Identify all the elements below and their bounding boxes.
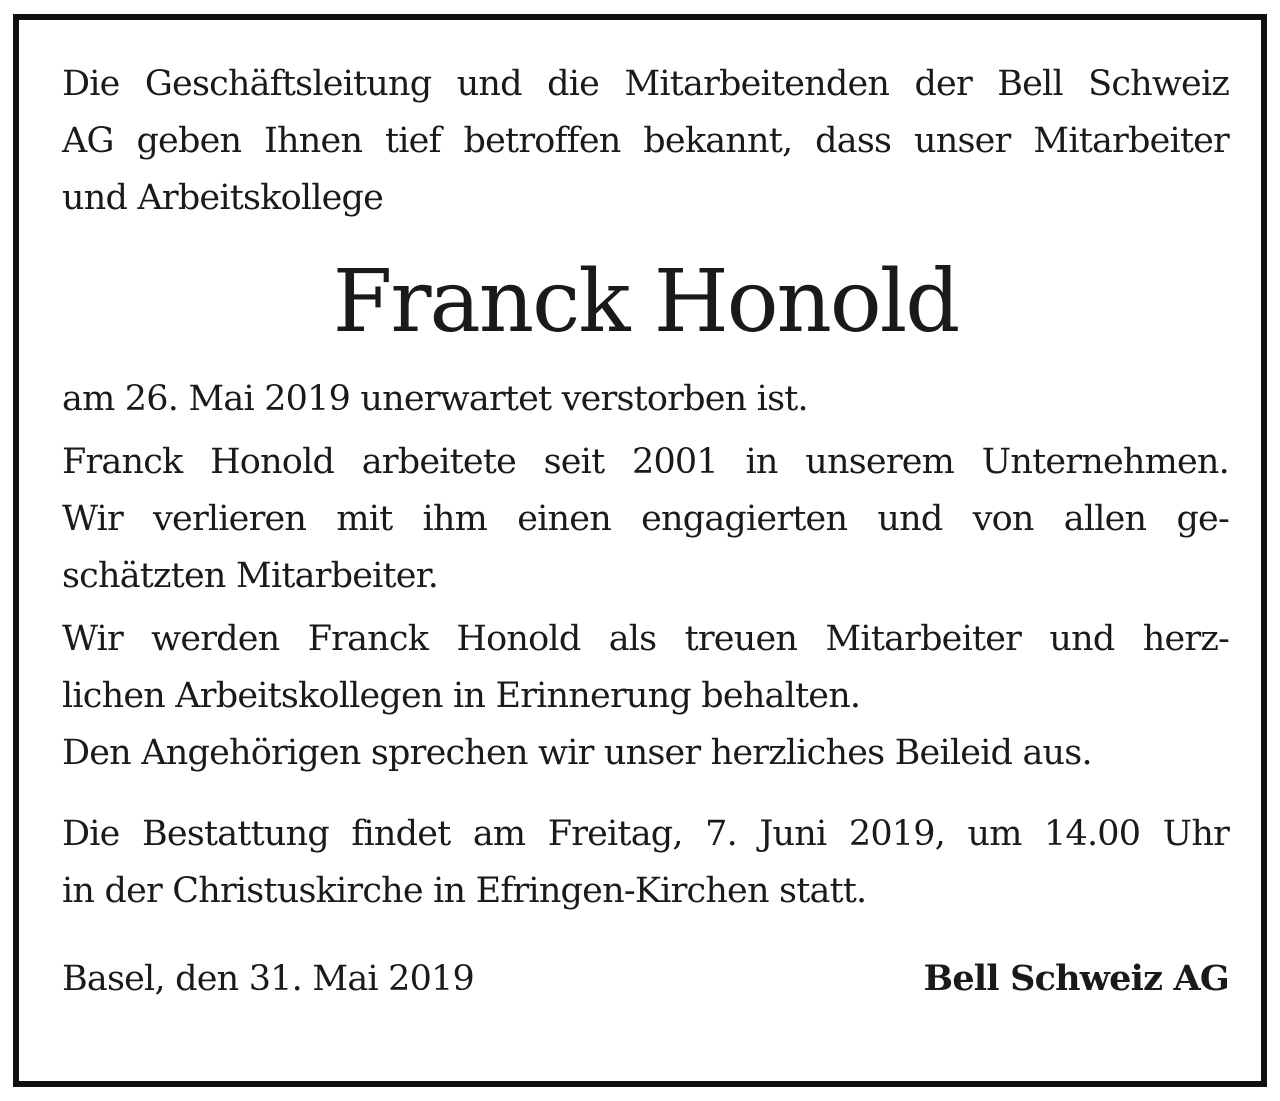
funeral-paragraph — [62, 806, 1229, 920]
tribute-line-2: Wir verlieren mit ihm einen engagierten und von allen ge- — [62, 499, 1229, 539]
obituary-content — [62, 56, 1229, 1008]
signature: Bell Schweiz AG — [923, 958, 1229, 999]
intro-line-1: Die Geschäftsleitung und die Mitarbeitenden der Bell Schweiz — [62, 64, 1229, 104]
funeral-line-1: Die Bestattung findet am Freitag, 7. Juni 2019, um 14.00 Uhr — [62, 814, 1229, 854]
obituary-frame — [13, 14, 1267, 1087]
intro-line-2: AG geben Ihnen tief betroffen bekannt, dass unser Mitarbeiter — [62, 121, 1229, 161]
remembrance-paragraph — [62, 611, 1229, 782]
death-statement: am 26. Mai 2019 unerwartet verstorben ist. — [62, 379, 808, 419]
tribute-line-1: Franck Honold arbeitete seit 2001 in unserem Unternehmen. — [62, 442, 1229, 482]
funeral-line-2: in der Christuskirche in Efringen-Kirchen statt. — [62, 871, 867, 911]
obituary-footer — [62, 950, 1229, 1008]
place-date: Basel, den 31. Mai 2019 — [62, 959, 474, 999]
intro-line-3: und Arbeitskollege — [62, 178, 384, 218]
tribute-paragraph — [62, 434, 1229, 605]
remembrance-line-1: Wir werden Franck Honold als treuen Mitarbeiter und herz- — [62, 619, 1229, 659]
remembrance-line-2: lichen Arbeitskollegen in Erinnerung behalten. — [62, 676, 861, 716]
tribute-line-3: schätzten Mitarbeiter. — [62, 556, 439, 596]
deceased-name: Franck Honold — [332, 252, 959, 352]
remembrance-line-3: Den Angehörigen sprechen wir unser herzliches Beileid aus. — [62, 733, 1092, 773]
intro-paragraph — [62, 56, 1229, 227]
